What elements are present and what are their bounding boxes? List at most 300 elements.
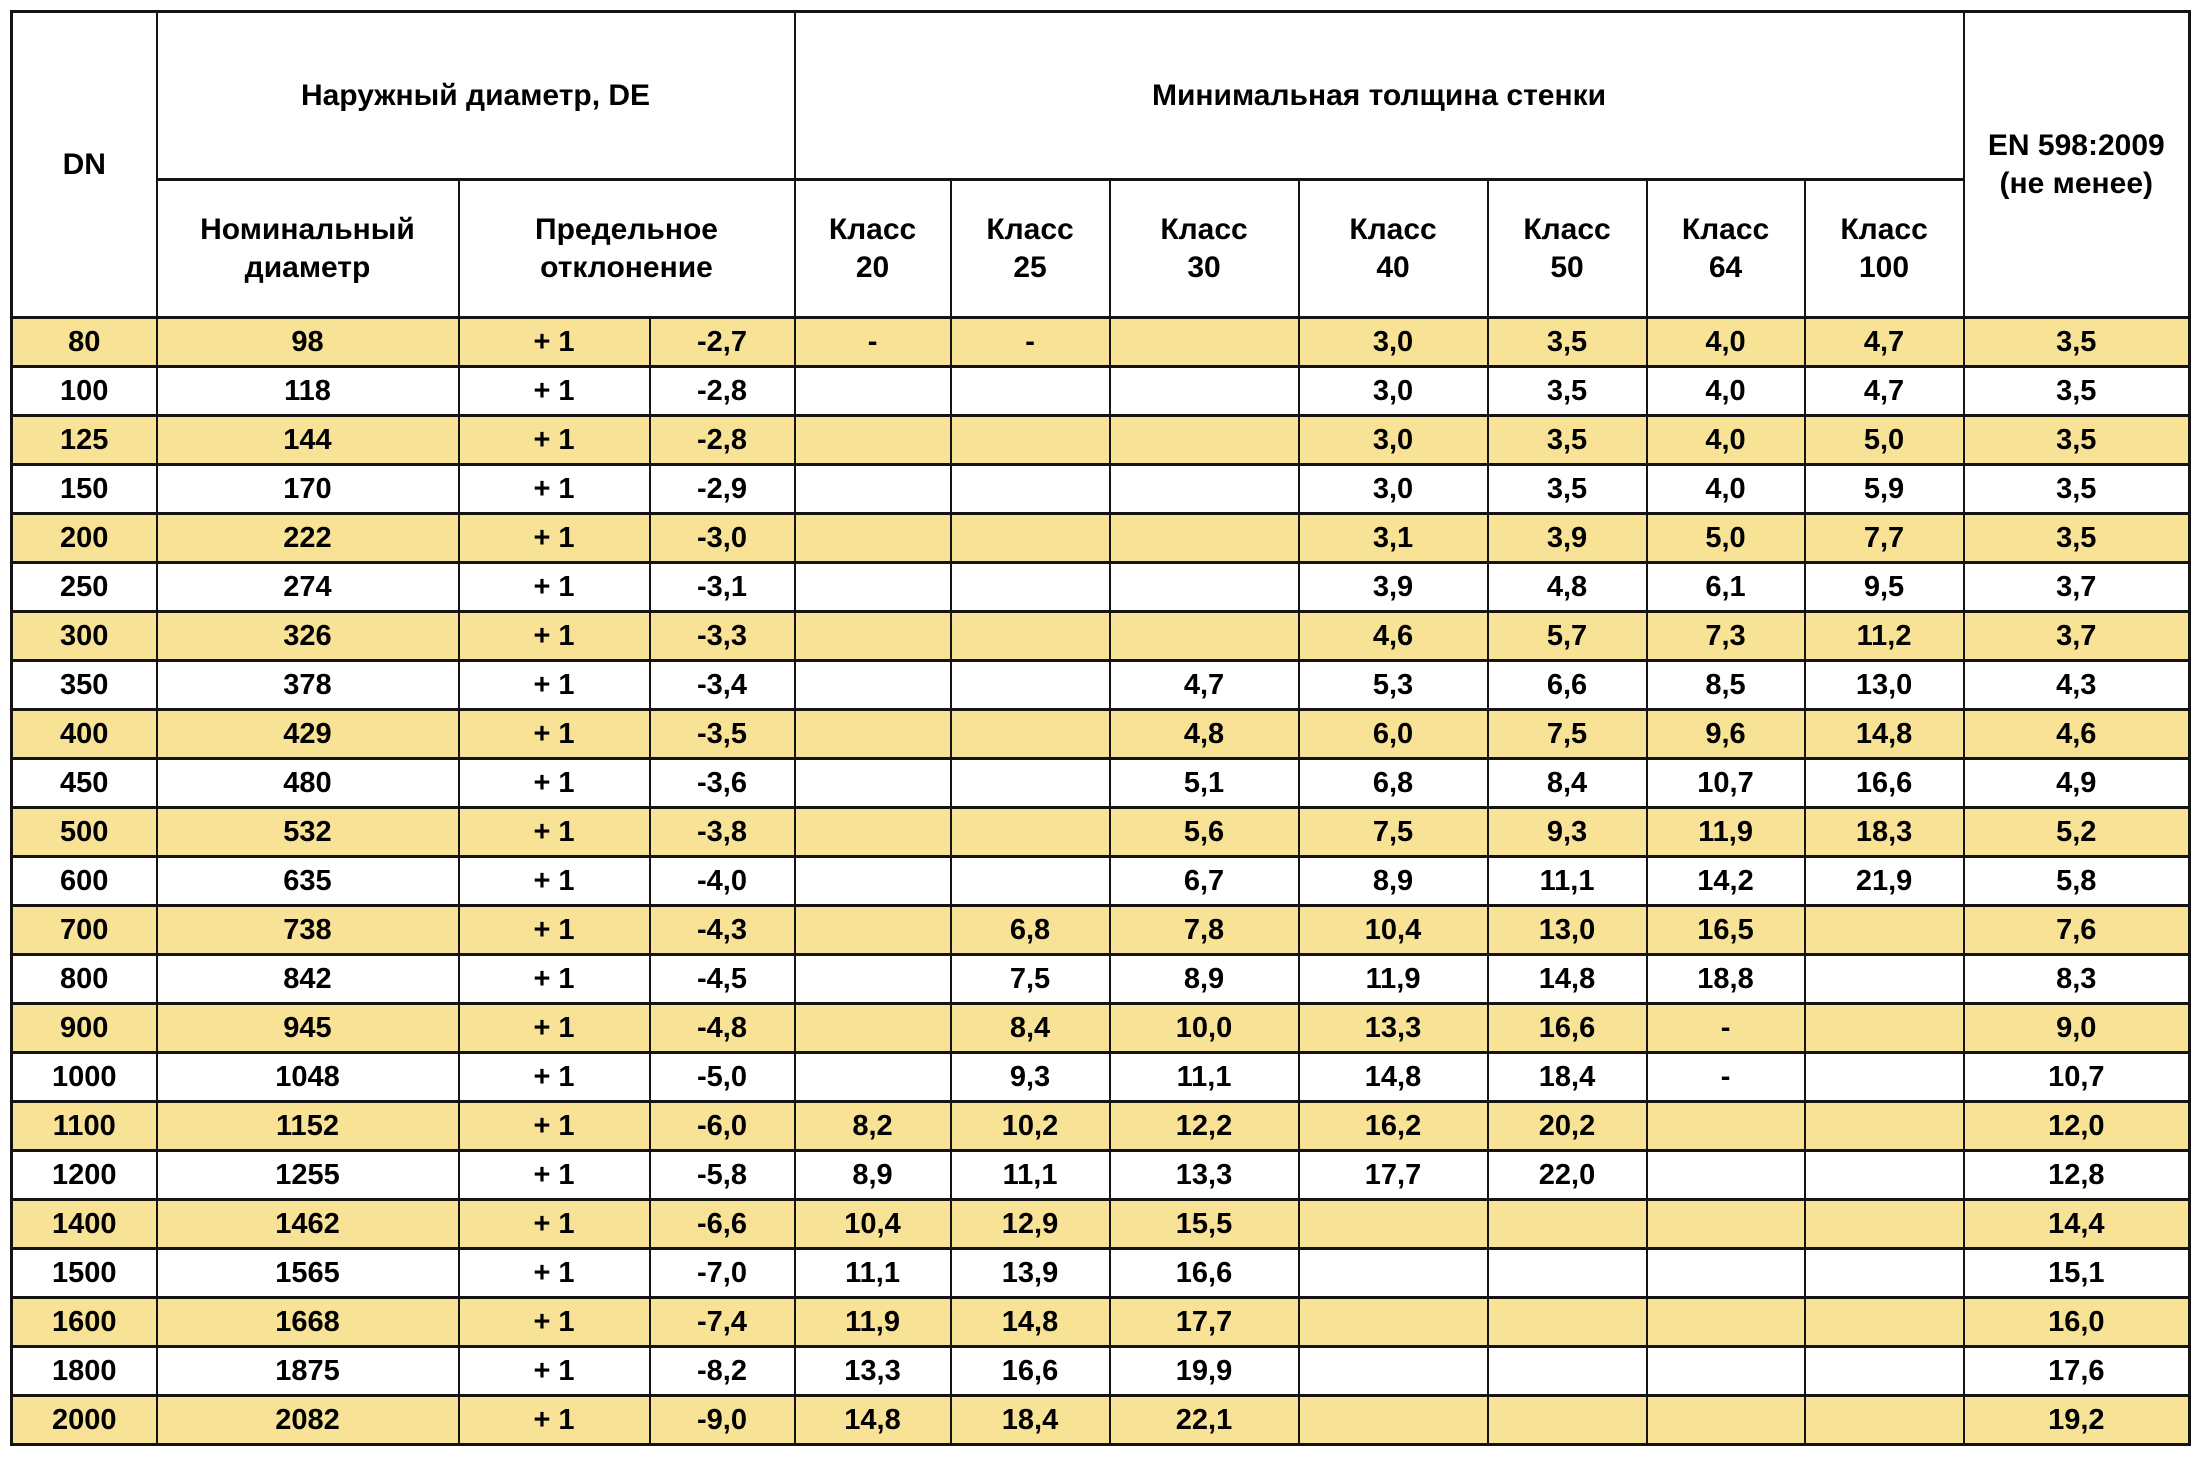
cell-c50: 20,2	[1488, 1102, 1647, 1151]
cell-c40: 3,9	[1299, 563, 1488, 612]
cell-c20	[795, 1004, 951, 1053]
header-class-word: Класс	[1160, 213, 1248, 246]
cell-dev_plus: + 1	[459, 416, 650, 465]
cell-dev_plus: + 1	[459, 612, 650, 661]
table-row	[12, 661, 2190, 710]
cell-c64: 16,5	[1647, 906, 1805, 955]
table-row	[12, 1151, 2190, 1200]
cell-nominal: 842	[157, 955, 459, 1004]
cell-c100: 4,7	[1805, 367, 1964, 416]
cell-c50: 5,7	[1488, 612, 1647, 661]
header-class-word: Класс	[828, 213, 917, 246]
cell-en: 12,0	[1964, 1102, 2190, 1151]
header-class-number: 20	[855, 250, 890, 284]
cell-en: 3,5	[1964, 367, 2190, 416]
header-class	[1805, 180, 1964, 318]
cell-c40: 3,1	[1299, 514, 1488, 563]
cell-dev_plus: + 1	[459, 465, 650, 514]
cell-c50: 9,3	[1488, 808, 1647, 857]
cell-c20	[795, 759, 951, 808]
cell-dev_plus: + 1	[459, 808, 650, 857]
cell-dn: 1400	[12, 1200, 157, 1249]
cell-nominal: 635	[157, 857, 459, 906]
cell-c40: 16,2	[1299, 1102, 1488, 1151]
cell-c25: 11,1	[951, 1151, 1110, 1200]
pipe-dimensions-table	[10, 10, 2191, 1446]
cell-c20	[795, 416, 951, 465]
cell-dev_plus: + 1	[459, 710, 650, 759]
cell-c20: 13,3	[795, 1347, 951, 1396]
cell-dev_minus: -9,0	[650, 1396, 795, 1445]
cell-c100	[1805, 1200, 1964, 1249]
cell-c50: 3,5	[1488, 416, 1647, 465]
header-class-number: 50	[1550, 250, 1584, 284]
cell-c20	[795, 857, 951, 906]
cell-c20	[795, 514, 951, 563]
cell-nominal: 945	[157, 1004, 459, 1053]
cell-c64: 8,5	[1647, 661, 1805, 710]
cell-c64: 4,0	[1647, 318, 1805, 367]
cell-en: 5,2	[1964, 808, 2190, 857]
cell-c40: 4,6	[1299, 612, 1488, 661]
table-body	[12, 318, 2190, 1445]
cell-c20: 10,4	[795, 1200, 951, 1249]
cell-c50: 14,8	[1488, 955, 1647, 1004]
cell-dn: 600	[12, 857, 157, 906]
cell-c100: 18,3	[1805, 808, 1964, 857]
cell-nominal: 738	[157, 906, 459, 955]
cell-en: 4,9	[1964, 759, 2190, 808]
cell-c100	[1805, 906, 1964, 955]
cell-en: 5,8	[1964, 857, 2190, 906]
cell-nominal: 274	[157, 563, 459, 612]
cell-dev_minus: -6,6	[650, 1200, 795, 1249]
cell-en: 3,5	[1964, 416, 2190, 465]
cell-en: 9,0	[1964, 1004, 2190, 1053]
table-row	[12, 1396, 2190, 1445]
cell-c64: 6,1	[1647, 563, 1805, 612]
cell-c40: 14,8	[1299, 1053, 1488, 1102]
cell-dn: 1500	[12, 1249, 157, 1298]
cell-dn: 450	[12, 759, 157, 808]
cell-c50: 11,1	[1488, 857, 1647, 906]
cell-dev_minus: -2,9	[650, 465, 795, 514]
cell-dn: 1100	[12, 1102, 157, 1151]
cell-c20: 8,2	[795, 1102, 951, 1151]
cell-c20	[795, 808, 951, 857]
cell-dn: 100	[12, 367, 157, 416]
table-row	[12, 857, 2190, 906]
cell-dn: 125	[12, 416, 157, 465]
table-row	[12, 514, 2190, 563]
cell-c100: 7,7	[1805, 514, 1964, 563]
cell-dev_plus: + 1	[459, 906, 650, 955]
cell-en: 19,2	[1964, 1396, 2190, 1445]
header-class-number: 100	[1859, 250, 1910, 284]
cell-dev_minus: -3,1	[650, 563, 795, 612]
cell-c64: -	[1647, 1053, 1805, 1102]
cell-en: 17,6	[1964, 1347, 2190, 1396]
cell-en: 3,7	[1964, 563, 2190, 612]
cell-c100	[1805, 1004, 1964, 1053]
cell-c40: 3,0	[1299, 318, 1488, 367]
cell-dev_minus: -7,0	[650, 1249, 795, 1298]
cell-c20	[795, 465, 951, 514]
cell-dn: 1200	[12, 1151, 157, 1200]
cell-nominal: 170	[157, 465, 459, 514]
table-row	[12, 1298, 2190, 1347]
header-class	[1647, 180, 1805, 318]
cell-c50	[1488, 1298, 1647, 1347]
cell-dev_minus: -5,0	[650, 1053, 795, 1102]
cell-c64: 4,0	[1647, 367, 1805, 416]
cell-c100	[1805, 1053, 1964, 1102]
cell-c30: 4,8	[1110, 710, 1299, 759]
cell-c40: 7,5	[1299, 808, 1488, 857]
header-class	[951, 180, 1110, 318]
cell-c25: -	[951, 318, 1110, 367]
cell-dn: 500	[12, 808, 157, 857]
header-class	[1110, 180, 1299, 318]
cell-c20	[795, 710, 951, 759]
cell-dev_minus: -4,5	[650, 955, 795, 1004]
cell-en: 14,4	[1964, 1200, 2190, 1249]
cell-en: 10,7	[1964, 1053, 2190, 1102]
cell-c25: 8,4	[951, 1004, 1110, 1053]
cell-dn: 1800	[12, 1347, 157, 1396]
cell-c30: 5,1	[1110, 759, 1299, 808]
cell-c25: 16,6	[951, 1347, 1110, 1396]
cell-c64: 7,3	[1647, 612, 1805, 661]
cell-c25	[951, 416, 1110, 465]
cell-dev_minus: -4,0	[650, 857, 795, 906]
cell-nominal: 1875	[157, 1347, 459, 1396]
cell-c30	[1110, 563, 1299, 612]
cell-c64	[1647, 1200, 1805, 1249]
cell-c20	[795, 906, 951, 955]
cell-nominal: 222	[157, 514, 459, 563]
header-class-number: 25	[1013, 250, 1047, 284]
cell-c25	[951, 612, 1110, 661]
cell-c64: 4,0	[1647, 465, 1805, 514]
cell-c50	[1488, 1347, 1647, 1396]
cell-en: 3,5	[1964, 318, 2190, 367]
cell-dev_minus: -2,8	[650, 416, 795, 465]
cell-c40: 6,8	[1299, 759, 1488, 808]
cell-nominal: 144	[157, 416, 459, 465]
cell-c50	[1488, 1249, 1647, 1298]
cell-c64: 10,7	[1647, 759, 1805, 808]
cell-nominal: 326	[157, 612, 459, 661]
cell-c64: 11,9	[1647, 808, 1805, 857]
cell-c64	[1647, 1249, 1805, 1298]
cell-c50	[1488, 1200, 1647, 1249]
cell-c30: 6,7	[1110, 857, 1299, 906]
cell-c20	[795, 563, 951, 612]
cell-nominal: 118	[157, 367, 459, 416]
cell-c25: 6,8	[951, 906, 1110, 955]
cell-dev_minus: -3,5	[650, 710, 795, 759]
cell-c40: 5,3	[1299, 661, 1488, 710]
cell-c30: 11,1	[1110, 1053, 1299, 1102]
table-row	[12, 318, 2190, 367]
cell-c100	[1805, 1396, 1964, 1445]
cell-en: 12,8	[1964, 1151, 2190, 1200]
cell-dev_minus: -3,6	[650, 759, 795, 808]
cell-c100	[1805, 1298, 1964, 1347]
header-class-word: Класс	[1523, 213, 1611, 246]
cell-en: 7,6	[1964, 906, 2190, 955]
cell-en: 16,0	[1964, 1298, 2190, 1347]
cell-c30: 15,5	[1110, 1200, 1299, 1249]
cell-dev_plus: + 1	[459, 1396, 650, 1445]
cell-c30: 13,3	[1110, 1151, 1299, 1200]
header-en-standard: EN 598:2009 (не менее)	[1964, 12, 2190, 318]
cell-dev_minus: -4,8	[650, 1004, 795, 1053]
cell-c25	[951, 808, 1110, 857]
cell-c64: 4,0	[1647, 416, 1805, 465]
cell-c100	[1805, 1347, 1964, 1396]
cell-dev_minus: -3,0	[650, 514, 795, 563]
cell-c25: 7,5	[951, 955, 1110, 1004]
header-class	[1488, 180, 1647, 318]
cell-c20: 11,9	[795, 1298, 951, 1347]
cell-dev_plus: + 1	[459, 1200, 650, 1249]
table-row	[12, 1053, 2190, 1102]
cell-en: 8,3	[1964, 955, 2190, 1004]
header-class-word: Класс	[1840, 213, 1928, 246]
cell-nominal: 2082	[157, 1396, 459, 1445]
cell-dn: 200	[12, 514, 157, 563]
cell-c25: 18,4	[951, 1396, 1110, 1445]
header-class-number: 64	[1708, 250, 1743, 284]
cell-c20	[795, 367, 951, 416]
cell-c20	[795, 955, 951, 1004]
cell-c64	[1647, 1396, 1805, 1445]
cell-c20	[795, 1053, 951, 1102]
cell-c25	[951, 465, 1110, 514]
cell-c25	[951, 514, 1110, 563]
cell-c64	[1647, 1151, 1805, 1200]
cell-dev_minus: -2,8	[650, 367, 795, 416]
table-row	[12, 955, 2190, 1004]
cell-c50: 3,5	[1488, 318, 1647, 367]
cell-dev_plus: + 1	[459, 1053, 650, 1102]
cell-dn: 2000	[12, 1396, 157, 1445]
cell-dn: 700	[12, 906, 157, 955]
cell-c64	[1647, 1347, 1805, 1396]
cell-en: 3,5	[1964, 514, 2190, 563]
cell-nominal: 1462	[157, 1200, 459, 1249]
cell-c50	[1488, 1396, 1647, 1445]
cell-c100: 21,9	[1805, 857, 1964, 906]
cell-c50: 7,5	[1488, 710, 1647, 759]
cell-c25	[951, 367, 1110, 416]
cell-dev_minus: -3,4	[650, 661, 795, 710]
table-row	[12, 416, 2190, 465]
cell-dev_plus: + 1	[459, 367, 650, 416]
cell-dn: 800	[12, 955, 157, 1004]
cell-c100: 9,5	[1805, 563, 1964, 612]
cell-c64: 14,2	[1647, 857, 1805, 906]
cell-dev_plus: + 1	[459, 1151, 650, 1200]
cell-c64	[1647, 1298, 1805, 1347]
cell-c30	[1110, 465, 1299, 514]
header-class-number: 30	[1187, 250, 1221, 284]
table-row	[12, 759, 2190, 808]
header-class-word: Класс	[1349, 213, 1437, 246]
cell-dev_plus: + 1	[459, 955, 650, 1004]
cell-dev_minus: -4,3	[650, 906, 795, 955]
cell-c50: 6,6	[1488, 661, 1647, 710]
header-outer-diameter: Наружный диаметр, DE	[157, 12, 795, 180]
cell-en: 4,3	[1964, 661, 2190, 710]
cell-c20: 14,8	[795, 1396, 951, 1445]
cell-nominal: 532	[157, 808, 459, 857]
cell-c30: 7,8	[1110, 906, 1299, 955]
cell-dn: 400	[12, 710, 157, 759]
cell-c20: -	[795, 318, 951, 367]
cell-dn: 150	[12, 465, 157, 514]
cell-c25	[951, 710, 1110, 759]
cell-nominal: 98	[157, 318, 459, 367]
cell-dev_plus: + 1	[459, 1102, 650, 1151]
cell-c40	[1299, 1200, 1488, 1249]
cell-dev_minus: -7,4	[650, 1298, 795, 1347]
cell-c30: 5,6	[1110, 808, 1299, 857]
cell-c40	[1299, 1249, 1488, 1298]
header-nominal-diameter: Номинальный диаметр	[157, 180, 459, 318]
header-min-wall-thickness: Минимальная толщина стенки	[795, 12, 1964, 180]
cell-c50: 16,6	[1488, 1004, 1647, 1053]
cell-c50: 13,0	[1488, 906, 1647, 955]
cell-c25: 13,9	[951, 1249, 1110, 1298]
cell-c100: 16,6	[1805, 759, 1964, 808]
table-row	[12, 563, 2190, 612]
cell-c100: 13,0	[1805, 661, 1964, 710]
cell-c30	[1110, 514, 1299, 563]
cell-dn: 1600	[12, 1298, 157, 1347]
cell-dn: 1000	[12, 1053, 157, 1102]
table-row	[12, 465, 2190, 514]
cell-c40: 17,7	[1299, 1151, 1488, 1200]
cell-dev_minus: -8,2	[650, 1347, 795, 1396]
cell-dn: 350	[12, 661, 157, 710]
cell-c30	[1110, 416, 1299, 465]
table-row	[12, 1102, 2190, 1151]
cell-c64	[1647, 1102, 1805, 1151]
cell-c100: 4,7	[1805, 318, 1964, 367]
cell-c50: 18,4	[1488, 1053, 1647, 1102]
cell-c40: 3,0	[1299, 367, 1488, 416]
cell-c64: 5,0	[1647, 514, 1805, 563]
header-row-2	[12, 180, 2190, 318]
cell-c100	[1805, 955, 1964, 1004]
cell-c30: 17,7	[1110, 1298, 1299, 1347]
cell-dn: 80	[12, 318, 157, 367]
cell-c30: 22,1	[1110, 1396, 1299, 1445]
cell-c20: 8,9	[795, 1151, 951, 1200]
cell-en: 4,6	[1964, 710, 2190, 759]
cell-c64: -	[1647, 1004, 1805, 1053]
cell-nominal: 1668	[157, 1298, 459, 1347]
cell-c50: 22,0	[1488, 1151, 1647, 1200]
cell-c25	[951, 661, 1110, 710]
cell-dev_plus: + 1	[459, 661, 650, 710]
cell-nominal: 378	[157, 661, 459, 710]
cell-c40: 6,0	[1299, 710, 1488, 759]
cell-c25	[951, 857, 1110, 906]
cell-en: 3,5	[1964, 465, 2190, 514]
cell-c30: 16,6	[1110, 1249, 1299, 1298]
cell-c40: 10,4	[1299, 906, 1488, 955]
cell-en: 15,1	[1964, 1249, 2190, 1298]
cell-nominal: 1048	[157, 1053, 459, 1102]
cell-c100: 5,0	[1805, 416, 1964, 465]
table-row	[12, 710, 2190, 759]
cell-nominal: 480	[157, 759, 459, 808]
cell-c64: 9,6	[1647, 710, 1805, 759]
cell-dev_minus: -3,3	[650, 612, 795, 661]
cell-dn: 250	[12, 563, 157, 612]
header-class-word: Класс	[1681, 213, 1770, 246]
cell-nominal: 429	[157, 710, 459, 759]
cell-dev_plus: + 1	[459, 563, 650, 612]
cell-dev_minus: -3,8	[650, 808, 795, 857]
table-row	[12, 808, 2190, 857]
header-class	[795, 180, 951, 318]
table-row	[12, 367, 2190, 416]
cell-c40: 11,9	[1299, 955, 1488, 1004]
cell-c40	[1299, 1396, 1488, 1445]
cell-c50: 4,8	[1488, 563, 1647, 612]
header-row-1	[12, 12, 2190, 180]
cell-c100	[1805, 1102, 1964, 1151]
cell-en: 3,7	[1964, 612, 2190, 661]
cell-c40: 3,0	[1299, 416, 1488, 465]
cell-dn: 300	[12, 612, 157, 661]
cell-c30	[1110, 367, 1299, 416]
cell-c25: 14,8	[951, 1298, 1110, 1347]
cell-c40	[1299, 1347, 1488, 1396]
cell-c30: 10,0	[1110, 1004, 1299, 1053]
cell-c20	[795, 661, 951, 710]
cell-c40: 8,9	[1299, 857, 1488, 906]
cell-dn: 900	[12, 1004, 157, 1053]
cell-dev_plus: + 1	[459, 1004, 650, 1053]
cell-c25: 12,9	[951, 1200, 1110, 1249]
cell-nominal: 1152	[157, 1102, 459, 1151]
cell-nominal: 1565	[157, 1249, 459, 1298]
table-row	[12, 1249, 2190, 1298]
table-row	[12, 1347, 2190, 1396]
cell-c100	[1805, 1249, 1964, 1298]
cell-dev_plus: + 1	[459, 514, 650, 563]
header-class	[1299, 180, 1488, 318]
cell-c50: 8,4	[1488, 759, 1647, 808]
cell-c30: 4,7	[1110, 661, 1299, 710]
cell-dev_plus: + 1	[459, 1249, 650, 1298]
header-dn: DN	[12, 12, 157, 318]
cell-dev_minus: -2,7	[650, 318, 795, 367]
cell-c20: 11,1	[795, 1249, 951, 1298]
cell-c50: 3,5	[1488, 367, 1647, 416]
table-row	[12, 1004, 2190, 1053]
cell-dev_plus: + 1	[459, 1298, 650, 1347]
cell-c30: 8,9	[1110, 955, 1299, 1004]
table-row	[12, 906, 2190, 955]
cell-dev_minus: -6,0	[650, 1102, 795, 1151]
